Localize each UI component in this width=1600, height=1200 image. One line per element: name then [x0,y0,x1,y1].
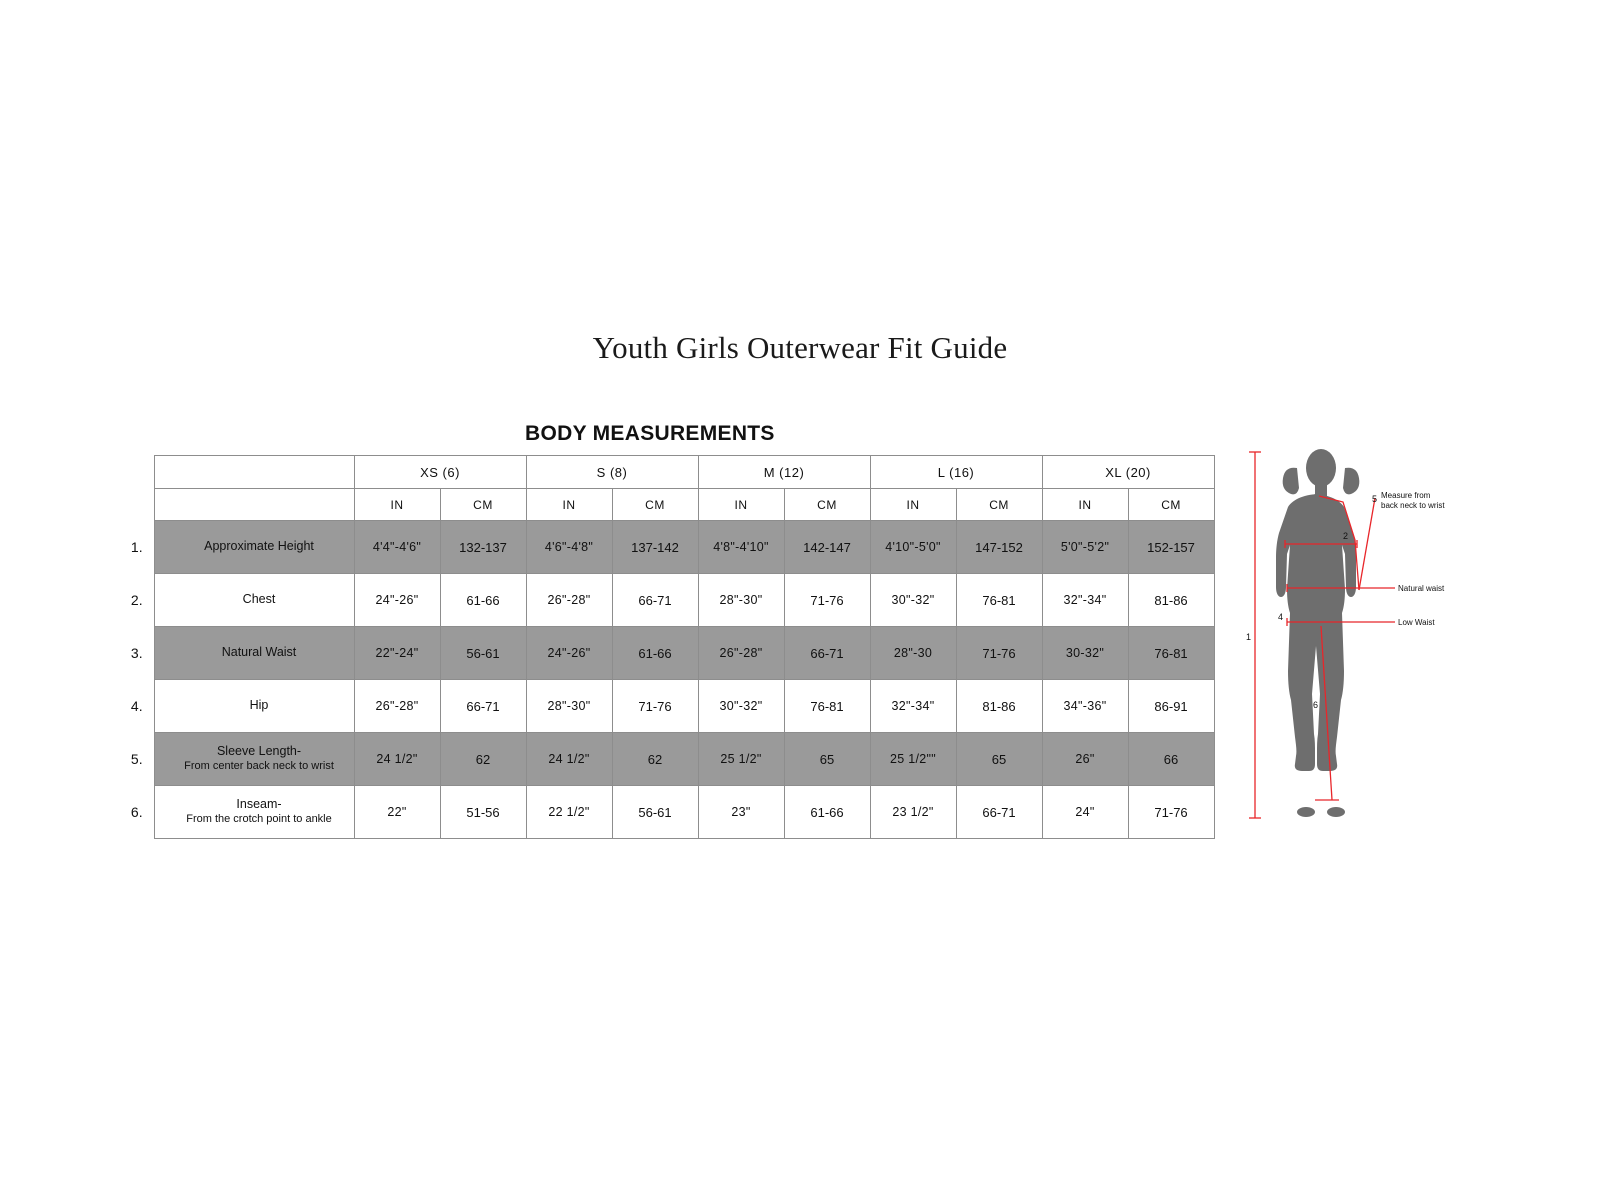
section-heading: BODY MEASUREMENTS [525,422,775,445]
cell-l-cm: 81-86 [956,680,1042,733]
cell-xl-in: 32"-34" [1042,574,1128,627]
cell-m-cm: 61-66 [784,786,870,839]
cell-xl-in: 30-32" [1042,627,1128,680]
header-unit-xl-in: IN [1042,489,1128,521]
marker-sleeve: 5 [1372,494,1378,504]
header-size-xl: XL (20) [1042,456,1214,489]
cell-s-cm: 66-71 [612,574,698,627]
row-number: 2. [128,574,154,627]
row-label [154,786,354,839]
cell-xs-in: 24"-26" [354,574,440,627]
header-unit-s-in: IN [526,489,612,521]
cell-s-in: 24 1/2" [526,733,612,786]
cell-s-in: 24"-26" [526,627,612,680]
cell-l-cm: 147-152 [956,521,1042,574]
cell-xl-cm: 76-81 [1128,627,1214,680]
cell-m-in: 23" [698,786,784,839]
cell-m-in: 4'8"-4'10" [698,521,784,574]
table-header-sizes [128,456,1214,489]
callout-sleeve-line2: back neck to wrist [1381,501,1445,510]
marker-chest: 2 [1343,531,1349,541]
cell-l-in: 23 1/2" [870,786,956,839]
cell-m-cm: 65 [784,733,870,786]
rownum-spacer [128,489,154,521]
cell-l-in: 28"-30 [870,627,956,680]
cell-s-in: 4'6"-4'8" [526,521,612,574]
callout-sleeve-line1: Measure from [1381,491,1431,500]
row-label-main: Natural Waist [221,645,297,660]
row-label-sub: From center back neck to wrist [184,759,334,772]
cell-l-cm: 65 [956,733,1042,786]
row-label [154,733,354,786]
marker-low-waist: 4 [1278,612,1284,622]
cell-s-cm: 56-61 [612,786,698,839]
cell-xl-in: 26" [1042,733,1128,786]
cell-m-cm: 66-71 [784,627,870,680]
header-size-m: M (12) [698,456,870,489]
cell-xs-cm: 132-137 [440,521,526,574]
header-blank [154,456,354,489]
cell-s-cm: 137-142 [612,521,698,574]
row-label-main: Approximate Height [204,539,314,554]
table-row [128,733,1214,786]
table-row [128,627,1214,680]
header-size-s: S (8) [526,456,698,489]
cell-s-in: 28"-30" [526,680,612,733]
row-label [154,521,354,574]
callout-natural-waist: Natural waist [1398,584,1445,593]
body-measurements-table [128,455,1215,839]
row-label [154,574,354,627]
cell-l-in: 25 1/2"" [870,733,956,786]
cell-s-cm: 61-66 [612,627,698,680]
cell-xs-in: 24 1/2" [354,733,440,786]
cell-xs-in: 4'4"-4'6" [354,521,440,574]
cell-xl-in: 24" [1042,786,1128,839]
cell-s-cm: 71-76 [612,680,698,733]
row-number: 6. [128,786,154,839]
measurement-diagram [1235,440,1565,860]
row-label-main: Sleeve Length- [216,744,302,759]
row-number: 4. [128,680,154,733]
cell-m-in: 25 1/2" [698,733,784,786]
row-label-main: Hip [249,698,269,713]
cell-l-cm: 76-81 [956,574,1042,627]
marker-inseam: 6 [1313,700,1319,710]
figure-svg [1235,440,1565,860]
table-row [128,574,1214,627]
header-unit-m-in: IN [698,489,784,521]
callout-low-waist: Low Waist [1398,618,1435,627]
row-label [154,627,354,680]
cell-m-in: 28"-30" [698,574,784,627]
cell-s-cm: 62 [612,733,698,786]
cell-xl-cm: 81-86 [1128,574,1214,627]
cell-l-in: 4'10"-5'0" [870,521,956,574]
header-unit-l-in: IN [870,489,956,521]
rownum-spacer [128,456,154,489]
cell-xl-cm: 71-76 [1128,786,1214,839]
row-number: 1. [128,521,154,574]
cell-l-cm: 71-76 [956,627,1042,680]
cell-xs-cm: 61-66 [440,574,526,627]
cell-xl-in: 5'0"-5'2" [1042,521,1128,574]
header-unit-blank [154,489,354,521]
body-measurements-table-container [128,455,1195,839]
row-number: 3. [128,627,154,680]
cell-xs-cm: 62 [440,733,526,786]
cell-xs-in: 22"-24" [354,627,440,680]
table-row [128,521,1214,574]
cell-xl-cm: 152-157 [1128,521,1214,574]
cell-l-in: 32"-34" [870,680,956,733]
page-title: Youth Girls Outerwear Fit Guide [592,330,1008,365]
cell-xl-cm: 86-91 [1128,680,1214,733]
cell-xl-cm: 66 [1128,733,1214,786]
cell-l-in: 30"-32" [870,574,956,627]
cell-m-in: 30"-32" [698,680,784,733]
header-unit-l-cm: CM [956,489,1042,521]
header-unit-s-cm: CM [612,489,698,521]
table-row [128,786,1214,839]
header-unit-xs-in: IN [354,489,440,521]
row-label-sub: From the crotch point to ankle [186,812,332,825]
cell-m-cm: 142-147 [784,521,870,574]
cell-s-in: 26"-28" [526,574,612,627]
header-unit-xs-cm: CM [440,489,526,521]
cell-xs-in: 22" [354,786,440,839]
cell-l-cm: 66-71 [956,786,1042,839]
cell-xl-in: 34"-36" [1042,680,1128,733]
header-unit-xl-cm: CM [1128,489,1214,521]
cell-m-in: 26"-28" [698,627,784,680]
marker-height: 1 [1246,632,1252,642]
row-number: 5. [128,733,154,786]
cell-m-cm: 71-76 [784,574,870,627]
body-silhouette-icon [1276,449,1359,817]
cell-xs-cm: 66-71 [440,680,526,733]
row-label [154,680,354,733]
header-size-xs: XS (6) [354,456,526,489]
cell-s-in: 22 1/2" [526,786,612,839]
cell-xs-cm: 56-61 [440,627,526,680]
cell-m-cm: 76-81 [784,680,870,733]
table-header-units [128,489,1214,521]
cell-xs-in: 26"-28" [354,680,440,733]
header-unit-m-cm: CM [784,489,870,521]
table-row [128,680,1214,733]
row-label-main: Inseam- [236,797,282,812]
header-size-l: L (16) [870,456,1042,489]
row-label-main: Chest [242,592,276,607]
cell-xs-cm: 51-56 [440,786,526,839]
